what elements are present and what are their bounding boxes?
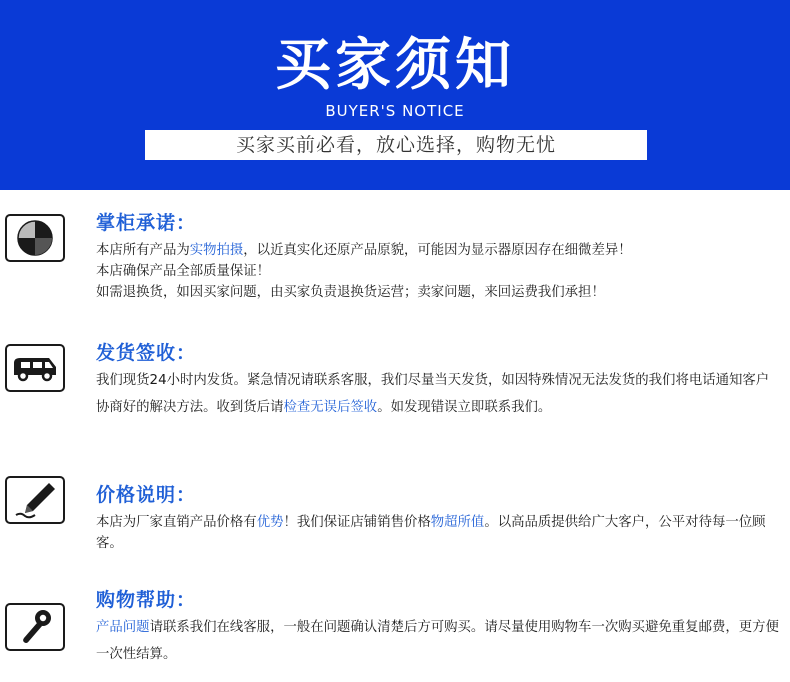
wrench-icon [5,603,65,651]
section-body: 本店为厂家直销产品价格有优势！我们保证店铺销售价格物超所值。以高品质提供给广大客户，公平对待每一位顾客。 [96,515,766,551]
highlight-text: 物超所值 [430,515,485,530]
pie-chart-icon [5,214,65,262]
body-line: 本店所有产品为实物拍摄，以近真实化还原产品原貌，可能因为显示器原因存在细微差异！ [96,243,632,258]
tagline-bar: 买家买前必看，放心选择，购物无忧 [145,130,647,160]
marker-pen-icon [5,476,65,524]
body-line: 本店确保产品全部质量保证！ [96,264,271,279]
page-title: 买家须知 [275,33,515,98]
section-body: 我们现货24小时内发货。紧急情况请联系客服，我们尽量当天发货，如因特殊情况无法发货的我们将电话通知客户协商好的解决方法。收到货后请检查无误后签收。如发现错误立即联系我们。 [96,373,770,415]
section-body [96,240,780,303]
highlight-text: 实物拍摄 [189,243,244,258]
section-title: 价格说明： [96,484,197,506]
body-line: 如需退换货，如因买家问题，由买家负责退换货运营；卖家问题，来回运费我们承担！ [96,285,605,300]
section-title: 购物帮助： [96,589,197,611]
section-body: 产品问题请联系我们在线客服，一般在问题确认清楚后方可购买。请尽量使用购物车一次购买避免重复邮费，更方便一次性结算。 [96,620,779,662]
section-title: 掌柜承诺： [96,212,197,234]
highlight-text: 优势 [256,515,284,530]
header-banner [0,0,790,190]
highlight-text: 检查无误后签收 [283,400,378,415]
delivery-van-icon [5,344,65,392]
section-title: 发货签收： [96,342,197,364]
highlight-text: 产品问题 [96,620,150,635]
page-subtitle: BUYER'S NOTICE [325,102,465,120]
